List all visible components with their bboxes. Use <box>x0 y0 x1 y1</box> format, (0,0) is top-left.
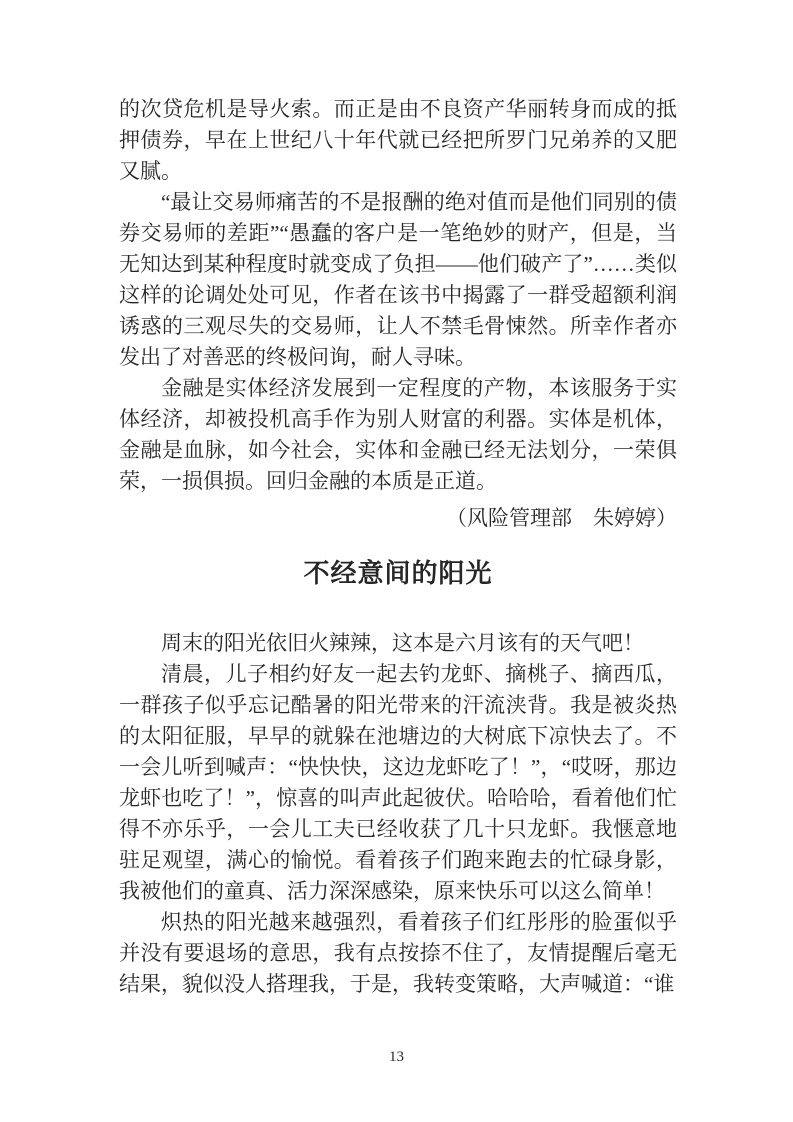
page-number: 13 <box>389 1049 404 1065</box>
author-attribution: （风险管理部 朱婷婷） <box>446 506 677 530</box>
article-sunshine <box>119 554 677 1000</box>
article-financial-review <box>119 94 677 534</box>
paragraph: 炽热的阳光越来越强烈，看着孩子们红彤彤的脸蛋似乎并没有要退场的意思，我有点按捺不住了，友情提醒后毫无结果，貌似没人搭理我，于是，我转变策略，大声喊道：“谁 <box>119 910 677 996</box>
paragraph: 周末的阳光依旧火辣辣，这本是六月该有的天气吧！ <box>161 631 644 655</box>
page-content <box>119 94 677 1000</box>
article-title: 不经意间的阳光 <box>303 559 493 588</box>
paragraph: “最让交易师痛苦的不是报酬的绝对值而是他们同别的债券交易师的差距”“愚蠢的客户是一笔绝妙的财产，但是，当无知达到某种程度时就变成了负担——他们破产了”……类似这样的论调处处可见，作者在该书中揭露了一群受超额利润诱惑的三观尽失的交易师，让人不禁毛骨悚然。所幸作者亦发出了对善恶的终极问询，耐人寻味。 <box>119 190 677 369</box>
paragraph: 金融是实体经济发展到一定程度的产物，本该服务于实体经济，却被投机高手作为别人财富的利器。实体是机体，金融是血脉，如今社会，实体和金融已经无法划分，一荣俱荣，一损俱损。回归金融的本质是正道。 <box>119 376 677 493</box>
paragraph: 的次贷危机是导火索。而正是由不良资产华丽转身而成的抵押债券，早在上世纪八十年代就已经把所罗门兄弟养的又肥又腻。 <box>119 97 677 183</box>
paragraph: 清晨，儿子相约好友一起去钓龙虾、摘桃子、摘西瓜，一群孩子似乎忘记酷暑的阳光带来的汗流浃背。我是被炎热的太阳征服，早早的就躲在池塘边的大树底下凉快去了。不一会儿听到喊声：“快快快，这边龙虾吃了！”，“哎呀，那边龙虾也吃了！”，惊喜的叫声此起彼伏。哈哈哈，看着他们忙得不亦乐乎，一会儿工夫已经收获了几十只龙虾。我惬意地驻足观望，满心的愉悦。看着孩子们跑来跑去的忙碌身影，我被他们的童真、活力深深感染，原来快乐可以这么简单！ <box>119 662 677 903</box>
